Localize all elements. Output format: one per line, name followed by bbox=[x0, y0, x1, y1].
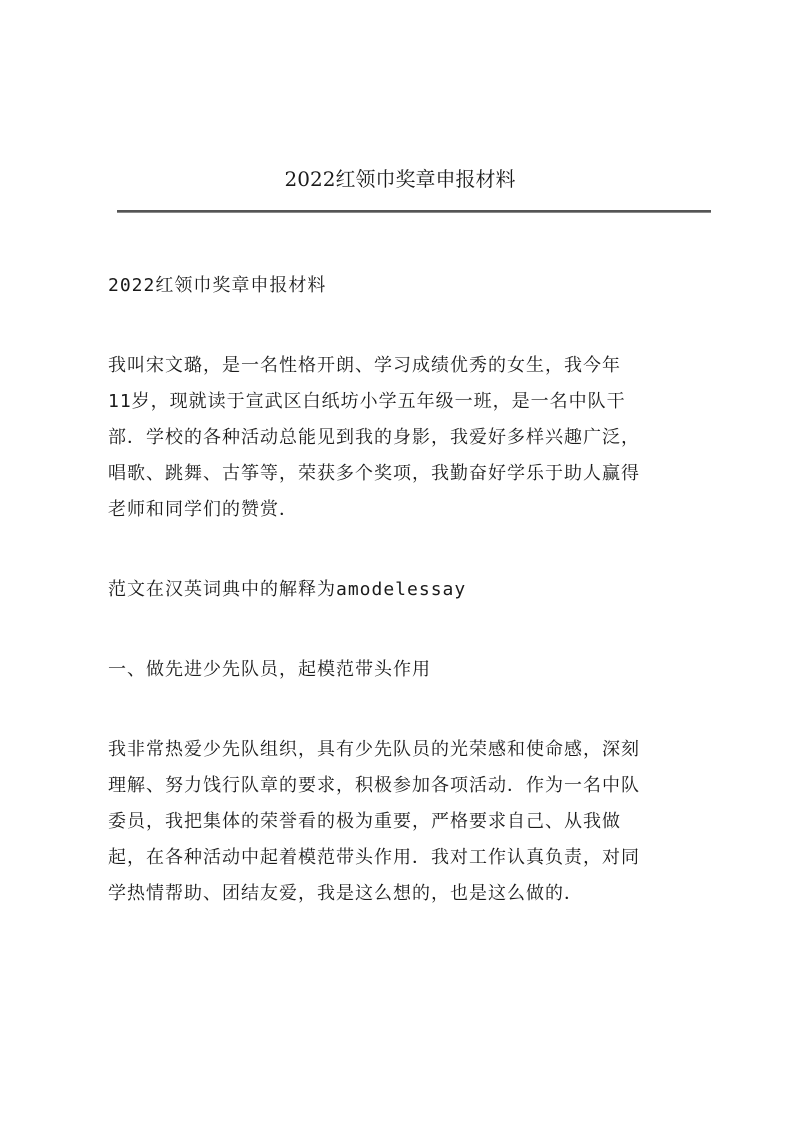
paragraph-line: 委员，我把集体的荣誉看的极为重要，严格要求自己、从我做 bbox=[108, 811, 621, 832]
paragraph-line: 我叫宋文璐，是一名性格开朗、学习成绩优秀的女生，我今年 bbox=[108, 355, 621, 376]
paragraph-line: 起，在各种活动中起着模范带头作用．我对工作认真负责，对同 bbox=[108, 847, 640, 868]
paragraph-line: 唱歌、跳舞、古筝等，荣获多个奖项，我勤奋好学乐于助人赢得 bbox=[108, 463, 640, 484]
title-divider bbox=[117, 210, 711, 213]
paragraph-line: 老师和同学们的赞赏． bbox=[108, 499, 298, 520]
body-heading bbox=[108, 268, 714, 304]
document-body bbox=[108, 268, 714, 956]
page-title: 2022红领巾奖章申报材料 bbox=[284, 167, 516, 191]
section-paragraph bbox=[108, 732, 714, 912]
paragraph-line: 范文在汉英词典中的解释为amodelessay bbox=[108, 579, 467, 600]
paragraph-line: 我非常热爱少先队组织，具有少先队员的光荣感和使命感，深刻 bbox=[108, 739, 640, 760]
paragraph-line: 一、做先进少先队员，起模范带头作用 bbox=[108, 659, 431, 680]
paragraph-line: 11岁，现就读于宣武区白纸坊小学五年级一班，是一名中队干 bbox=[108, 391, 626, 412]
note-paragraph bbox=[108, 572, 714, 608]
intro-paragraph bbox=[108, 348, 714, 528]
paragraph-line: 2022红领巾奖章申报材料 bbox=[108, 275, 327, 296]
section-heading bbox=[108, 652, 714, 688]
paragraph-line: 学热情帮助、团结友爱，我是这么想的，也是这么做的． bbox=[108, 883, 583, 904]
paragraph-line: 部．学校的各种活动总能见到我的身影，我爱好多样兴趣广泛， bbox=[108, 427, 640, 448]
paragraph-line: 理解、努力饯行队章的要求，积极参加各项活动．作为一名中队 bbox=[108, 775, 640, 796]
